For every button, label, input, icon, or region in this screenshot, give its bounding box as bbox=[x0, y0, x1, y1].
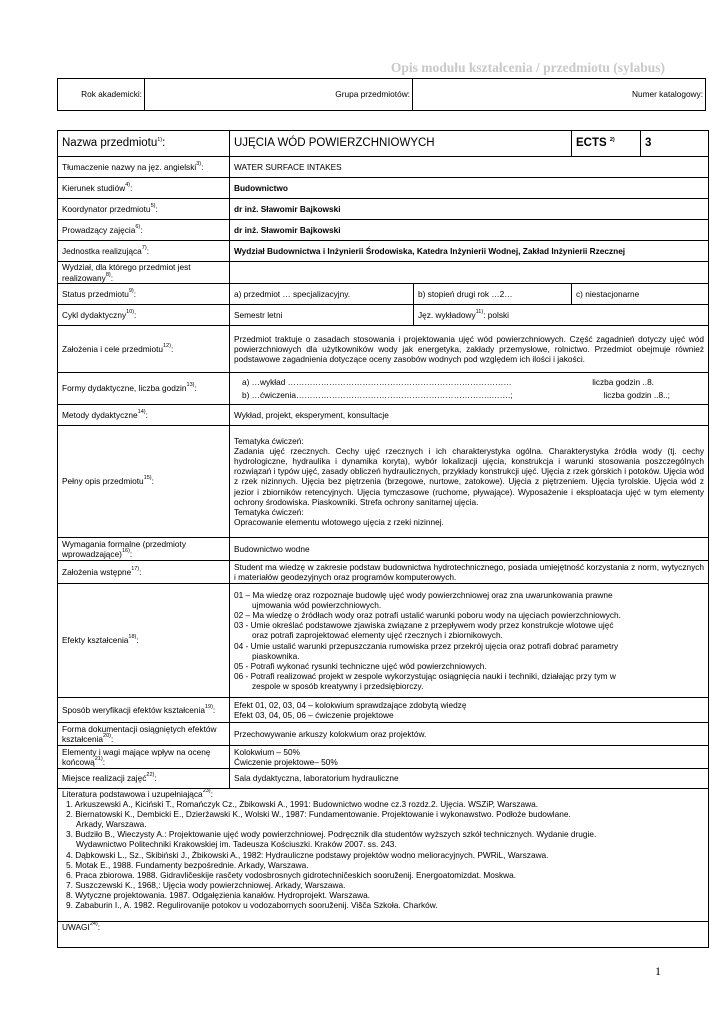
pelny-heading-2: Tematyka ćwiczeń: bbox=[234, 506, 304, 517]
literatura-item: 5. Motak E., 1988. Fundamenty bezpośrednie. Arkady, Warszawa. bbox=[66, 859, 309, 870]
row-kierunek bbox=[58, 178, 709, 199]
elem-value: Kolokwium – 50% Ćwiczenie projektowe– 50% bbox=[230, 746, 709, 769]
row-zalozenia bbox=[58, 326, 709, 373]
literatura-item: 8. Wytyczne projektowania. 1987. Odgałęzienia kanałów. Hydroprojekt. Warszawa. bbox=[66, 889, 370, 900]
literatura-label: Literatura podstawowa i uzupełniająca$^{23)}$: bbox=[62, 788, 213, 799]
efekt-item: 04 - Umie ustalić warunki przepuszczania rumowiska przez przekrój ujęcia oraz potrafi dobrać parametry piaskownika. bbox=[234, 640, 619, 661]
zalw-label-cell: Założenia wstępne$^{17)}$: bbox=[58, 561, 230, 584]
efekt-item: 05 - Potrafi wykonać rysunki techniczne ujęć wód powierzchniowych. bbox=[234, 660, 487, 671]
row-prowadzacy bbox=[58, 220, 709, 241]
forma-label-cell: Forma dokumentacji osiągniętych efektów kształcenia$^{20)}$: bbox=[58, 723, 230, 746]
syllabus-table bbox=[57, 130, 709, 948]
page-number: 1 bbox=[655, 964, 661, 978]
row-nazwa bbox=[58, 131, 709, 157]
formy-b-line: b) …ćwiczenia……………………………………………………………..…….; liczba godzin ..8..; bbox=[242, 390, 670, 400]
wym-value: Budownictwo wodne bbox=[230, 538, 709, 561]
literatura-item: 6. Praca zbiorowa. 1988. Gidravličeskije rasčety vodosbrosnych gidrotechničeskich sooruženij. Energoatomizdat. Moskwa. bbox=[66, 869, 517, 880]
row-zalozenia-wstepne bbox=[58, 561, 709, 584]
zal-value: Przedmiot traktuje o zasadach stosowania i projektowania ujęć wód powierzchniowych. Część zagadnień dotyczy ujęć wód powierzchniowych dla użytkowników wody jak energetyka, zakłady przemysłowe, rolnictwo. Przedmiot obejmuje również podstawowe zagadnienia dotyczące oceny zasobów wodnych pod względem ich ilości i jakości. bbox=[230, 326, 709, 373]
row-metody bbox=[58, 405, 709, 426]
zalw-value: Student ma wiedzę w zakresie podstaw budownictwa hydrotechnicznego, posiada umiejętność korzystania z norm, wytycznych i materiałów geodezyjnych oraz programów komputerowych. bbox=[230, 561, 709, 584]
status-c: c) niestacjonarne bbox=[572, 284, 709, 305]
literatura-item-cont: Wydawnictwo Politechniki Krakowskiej im. Tadeusza Kościuszki. Kraków 2007. ss. 243. bbox=[76, 839, 397, 850]
row-uwagi bbox=[58, 922, 709, 948]
literatura-item: 3. Budziło B., Wieczysty A.: Projektowanie ujęć wody powierzchniowej. Podręcznik dla studentów wyższych szkół technicznych. Wydanie drugie. bbox=[66, 829, 597, 840]
formy-a-line: a) …wykład ……………………………………………………………………… liczba godzin ..8. bbox=[242, 376, 654, 387]
literatura-item: 4. Dąbkowski L., Sz., Skibiński J., Żbikowski A., 1982: Hydrauliczne podstawy projektów wodno melioracyjnych. PWRiL, Warszawa. bbox=[66, 849, 549, 860]
status-b: b) stopień drugi rok …2… bbox=[414, 284, 572, 305]
document-header: Opis modułu kształcenia / przedmiotu (sylabus) bbox=[390, 60, 665, 75]
kier-label-cell: Kierunek studiów$^{4)}$: bbox=[58, 178, 230, 199]
cykl-label-cell: Cykl dydaktyczny$^{10)}$: bbox=[58, 305, 230, 326]
koord-label-cell: Koordynator przedmiotu$^{5)}$: bbox=[58, 199, 230, 220]
wydz-value bbox=[230, 262, 709, 284]
literatura-item: 2. Biernatowski K., Dembicki E., Dzierżawski K., Wolski W., 1987: Fundamentowanie. Projektowanie i wykonawstwo. Podłoże budowlane. bbox=[66, 809, 571, 820]
jez-cell: Jęz. wykładowy$^{11)}$: polski bbox=[414, 305, 709, 326]
row-formy bbox=[58, 373, 709, 405]
row-wydzial bbox=[58, 262, 709, 284]
pelny-label-cell: Pełny opis przedmiotu$^{15)}$: bbox=[58, 426, 230, 538]
row-tlumaczenie bbox=[58, 157, 709, 178]
uwagi-cell: UWAGI$^{24)}$: bbox=[58, 922, 709, 948]
elem-label-cell: Elementy i wagi mające wpływ na ocenę końcową$^{21)}$: bbox=[58, 746, 230, 769]
metody-value: Wykład, projekt, eksperyment, konsultacje bbox=[230, 405, 709, 426]
row-elementy bbox=[58, 746, 709, 769]
row-literatura bbox=[58, 789, 709, 922]
wym-label-cell: Wymagania formalne (przedmioty wprowadzające)$^{16)}$: bbox=[58, 538, 230, 561]
efekt-item: 03 - Umie określać podstawowe zjawiska związane z przepływem wody przez konstrukcje wlotowe ujęć oraz potrafi zaprojektować elementy ujęć rzecznych i zbiornikowych. bbox=[234, 620, 614, 641]
status-a: a) przedmiot … specjalizacyjny. bbox=[230, 284, 414, 305]
row-pelny-opis bbox=[58, 426, 709, 538]
rok-label: Rok akademicki: bbox=[81, 89, 142, 100]
efekty-value bbox=[230, 584, 709, 698]
prow-label-cell: Prowadzący zajęcia$^{6)}$: bbox=[58, 220, 230, 241]
row-miejsce bbox=[58, 769, 709, 789]
tlum-value: WATER SURFACE INTAKES bbox=[230, 157, 709, 178]
literatura-item-cont: Arkady, Warszawa. bbox=[76, 819, 147, 830]
koord-value: dr inż. Sławomir Bajkowski bbox=[230, 199, 709, 220]
numer-cell bbox=[413, 79, 706, 111]
jedn-label-cell: Jednostka realizująca$^{7)}$: bbox=[58, 241, 230, 262]
row-koordynator bbox=[58, 199, 709, 220]
formy-value bbox=[230, 373, 709, 405]
efekty-label-cell: Efekty kształcenia$^{18)}$: bbox=[58, 584, 230, 698]
literatura-cell bbox=[58, 789, 709, 922]
miej-value: Sala dydaktyczna, laboratorium hydrauliczne bbox=[230, 769, 709, 789]
wydz-label-cell: Wydział, dla którego przedmiot jest realizowany$^{8)}$: bbox=[58, 262, 230, 284]
forma-value: Przechowywanie arkuszy kolokwium oraz projektów. bbox=[230, 723, 709, 746]
jedn-value: Wydział Budownictwa i Inżynierii Środowiska, Katedra Inżynierii Wodnej, Zakład Inżynierii Rzecznej bbox=[230, 241, 709, 262]
literatura-item: 1. Arkuszewski A., Kiciński T., Romańczyk Cz., Żbikowski A., 1991: Budownictwo wodne cz.3 rozdz.2. Ujęcia. WSZiP, Warszawa. bbox=[66, 799, 539, 810]
spos-label-cell: Sposób weryfikacji efektów kształcenia$^{19)}$: bbox=[58, 698, 230, 723]
literatura-item: 7. Suszczewski K., 1968,: Ujęcia wody powierzchniowej. Arkady, Warszawa. bbox=[66, 879, 346, 890]
top-info-table bbox=[57, 78, 706, 111]
efekt-item: 02 – Ma wiedzę o źródłach wody oraz potrafi ustalić warunki poboru wody na ujęciach powierzchniowych. bbox=[234, 610, 621, 621]
pelny-heading-1: Tematyka ćwiczeń: bbox=[234, 436, 304, 447]
efekt-item: 01 – Ma wiedzę oraz rozpoznaje budowlę ujęć wody powierzchniowej oraz zna uwarunkowania prawne ujmowania wód powierzchniowych. bbox=[234, 590, 613, 611]
miej-label-cell: Miejsce realizacji zajęć$^{22)}$: bbox=[58, 769, 230, 789]
nazwa-value: UJĘCIA WÓD POWIERZCHNIOWYCH bbox=[230, 131, 572, 157]
nazwa-label-cell: Nazwa przedmiotu$^{1)}$: bbox=[58, 131, 230, 157]
grupa-cell bbox=[145, 79, 413, 111]
row-jednostka bbox=[58, 241, 709, 262]
row-efekty bbox=[58, 584, 709, 698]
ects-value: 3 bbox=[641, 131, 709, 157]
pelny-value bbox=[230, 426, 709, 538]
spos-value: Efekt 01, 02, 03, 04 – kolokwium sprawdzające zdobytą wiedzę Efekt 03, 04, 05, 06 – ćwiczenie projektowe bbox=[230, 698, 709, 723]
ects-label-cell: ECTS $^{2)}$ bbox=[572, 131, 641, 157]
row-status bbox=[58, 284, 709, 305]
row-forma bbox=[58, 723, 709, 746]
formy-label-cell: Formy dydaktyczne, liczba godzin$^{13)}$: bbox=[58, 373, 230, 405]
cykl-value: Semestr letni bbox=[230, 305, 414, 326]
pelny-body-2: Opracowanie elementu wlotowego ujęcia z rzeki nizinnej. bbox=[234, 516, 444, 527]
efekt-item: 06 - Potrafi realizować projekt w zespole wykorzystując osiągnięcia nauki i techniki, działając przy tym w zespole w sposób kreatywny i przedsiębiorczy. bbox=[234, 670, 616, 691]
rok-cell bbox=[58, 79, 145, 111]
zal-label-cell: Założenia i cele przedmiotu$^{12)}$: bbox=[58, 326, 230, 373]
numer-label: Numer katalogowy: bbox=[631, 89, 703, 100]
tlum-label-cell: Tłumaczenie nazwy na jęz. angielski$^{3)}$: bbox=[58, 157, 230, 178]
grupa-label: Grupa przedmiotów: bbox=[335, 89, 410, 100]
pelny-body: Zadania ujęć rzecznych. Cechy ujęć rzecznych i ich charakterystyka ogólna. Charakterystyka źródła wody (tj. cechy hydrologiczne, hydraulika i dynamika koryta), wybór lokalizacji ujęcia, konstrukcja i warunki stosowania poszczególnych rozwiązań i typów ujęć, zasady obliczeń hydraulicznych, przykłady konstrukcji ujęć. Ujęcia z rzek górskich i potoków. Ujęcia wód z rzek nizinnych. Ujęcia bez piętrzenia (brzegowe, nurtowe, zatokowe). Ujęcia z piętrzeniem. Ujęcia tyrolskie. Ujęcia wód z jezior i zbiorników retencyjnych. Ujęcia tymczasowe (ruchome, pływające). Wyposażenie i eksploatacja ujęć w tym elementy ochrony środowiska. Piaskowniki. Strefa ochrony sanitarnej ujęcia. bbox=[234, 446, 704, 507]
kier-value: Budownictwo bbox=[230, 178, 709, 199]
status-label-cell: Status przedmiotu$^{9)}$: bbox=[58, 284, 230, 305]
prow-value: dr inż. Sławomir Bajkowski bbox=[230, 220, 709, 241]
row-sposob bbox=[58, 698, 709, 723]
metody-label-cell: Metody dydaktyczne$^{14)}$: bbox=[58, 405, 230, 426]
literatura-item: 9. Zababurin I., A. 1982. Regulirovanije potokov u vodozabornych sooruženij. Višča Szkoła. Charków. bbox=[66, 900, 438, 911]
row-wymagania bbox=[58, 538, 709, 561]
row-cykl bbox=[58, 305, 709, 326]
